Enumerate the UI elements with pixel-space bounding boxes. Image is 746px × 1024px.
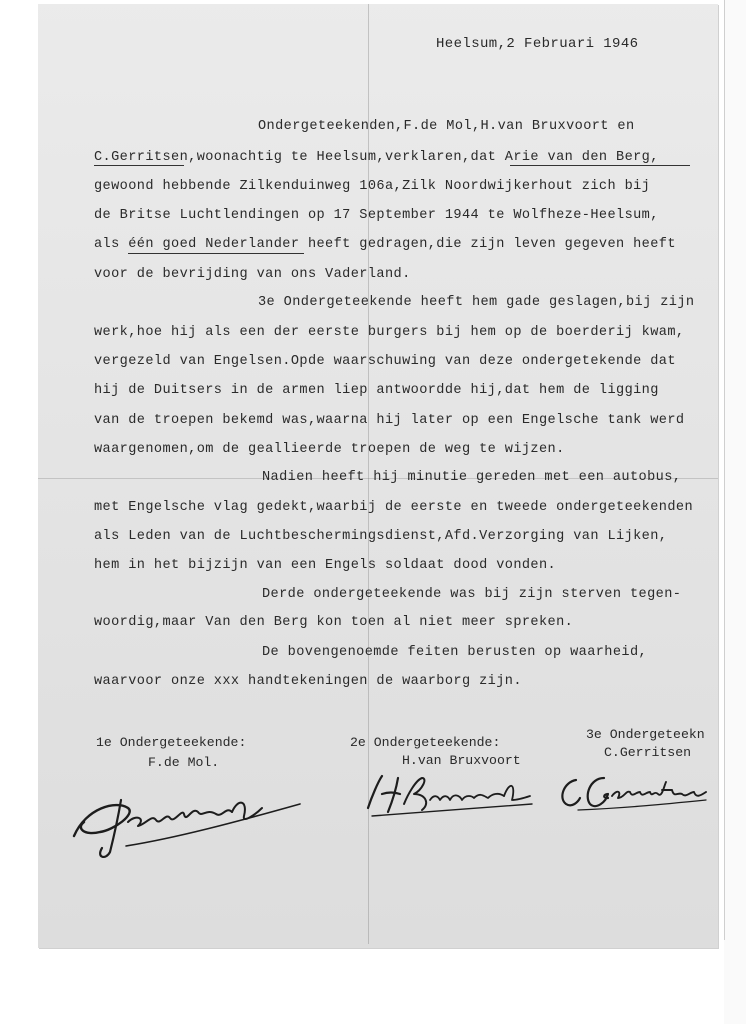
letter-line-18: woordig,maar Van den Berg kon toen al niet meer spreken. <box>94 615 574 630</box>
underline-name <box>510 165 690 166</box>
signatory-3-name: C.Gerritsen <box>604 745 692 760</box>
letter-line-14: met Engelsche vlag gedekt,waarbij de eerste en tweede ondergeteekenden <box>94 500 694 515</box>
signature-2 <box>360 770 540 820</box>
letter-date: Heelsum,2 Februari 1946 <box>436 36 639 52</box>
letter-line-6: voor de bevrijding van ons Vaderland. <box>94 267 411 282</box>
letter-line-13: Nadien heeft hij minutie gereden met een autobus, <box>262 470 682 485</box>
signatory-1-role: 1e Ondergeteekende: <box>96 735 247 750</box>
underline-phrase <box>128 253 304 254</box>
letter-line-17: Derde ondergeteekende was bij zijn sterven tegen- <box>262 587 682 602</box>
scan-edge-line <box>724 0 725 940</box>
signatory-3-role: 3e Ondergeteekn <box>586 727 705 742</box>
letter-line-1: Ondergeteekenden,F.de Mol,H.van Bruxvoort en <box>258 119 635 134</box>
signatory-2-name: H.van Bruxvoort <box>402 753 521 768</box>
letter-line-8: werk,hoe hij als een der eerste burgers bij hem op de boerderij kwam, <box>94 325 685 340</box>
letter-line-9: vergezeld van Engelsen.Opde waarschuwing van deze ondergetekende dat <box>94 354 676 369</box>
letter-line-10: hij de Duitsers in de armen liep antwoordde hij,dat hem de ligging <box>94 383 659 398</box>
signature-3 <box>556 768 716 818</box>
signatory-1-name: F.de Mol. <box>148 755 220 770</box>
letter-line-5: als één goed Nederlander heeft gedragen,die zijn leven gegeven heeft <box>94 237 676 252</box>
letter-line-16: hem in het bijzijn van een Engels soldaat dood vonden. <box>94 558 557 573</box>
signature-1 <box>66 778 306 868</box>
letter-line-12: waargenomen,om de geallieerde troepen de weg te wijzen. <box>94 442 565 457</box>
letter-line-15: als Leden van de Luchtbeschermingsdienst,Afd.Verzorging van Lijken, <box>94 529 668 544</box>
underline-name-2 <box>94 165 184 166</box>
letter-line-4: de Britse Luchtlendingen op 17 September 1944 te Wolfheze-Heelsum, <box>94 208 659 223</box>
signatory-2-role: 2e Ondergeteekende: <box>350 735 501 750</box>
letter-line-19: De bovengenoemde feiten berusten op waarheid, <box>262 645 648 660</box>
letter-line-11: van de troepen bekemd was,waarna hij later op een Engelsche tank werd <box>94 413 685 428</box>
letter-line-7: 3e Ondergeteekende heeft hem gade geslagen,bij zijn <box>258 295 695 310</box>
scan-edge <box>724 0 746 1024</box>
letter-line-3: gewoond hebbende Zilkenduinweg 106a,Zilk Noordwijkerhout zich bij <box>94 179 651 194</box>
letter-line-2: C.Gerritsen,woonachtig te Heelsum,verklaren,dat Arie van den Berg, <box>94 150 659 165</box>
letter-line-20: waarvoor onze xxx handtekeningen de waarborg zijn. <box>94 674 522 689</box>
